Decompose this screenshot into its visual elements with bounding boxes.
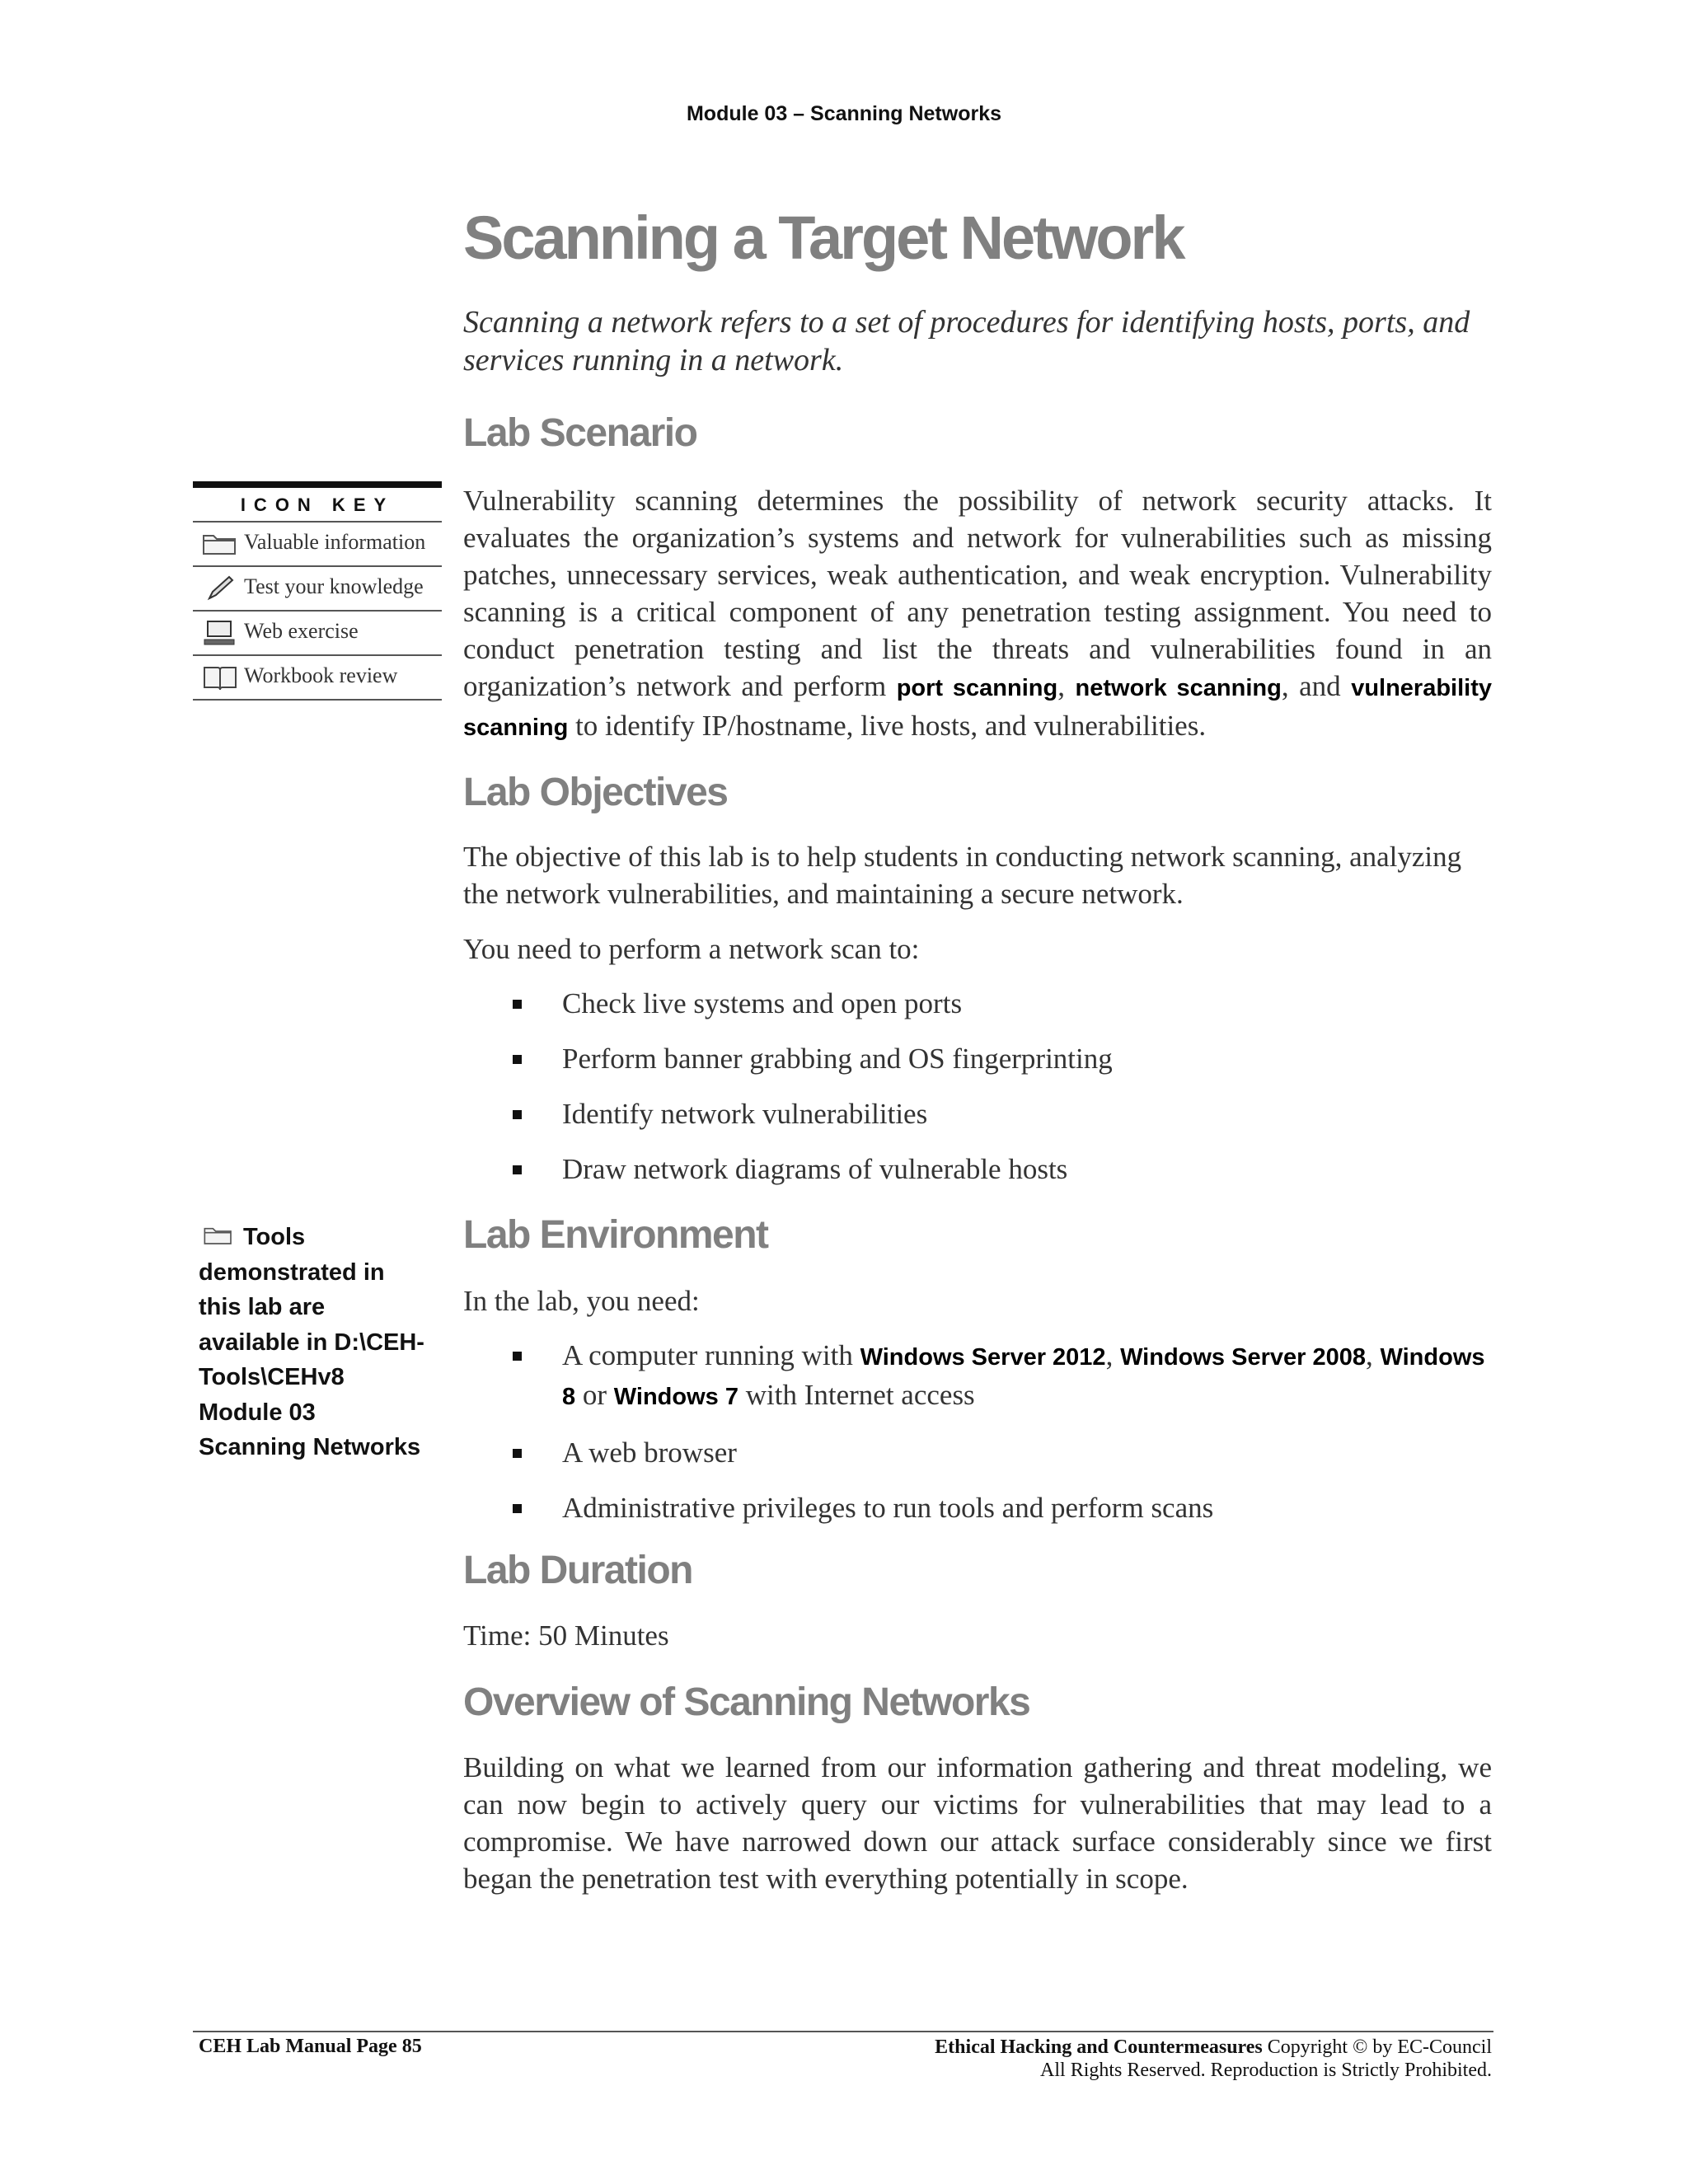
- os-name: Windows 8: [562, 1344, 1485, 1410]
- bullet-marker: [513, 1449, 522, 1458]
- lab-scenario-heading: Lab Scenario: [463, 411, 697, 455]
- lab-objectives-text: The objective of this lab is to help students in conducting network scanning, analyzing the network vulnerabilities, and maintaining a secure network.: [463, 841, 1462, 910]
- lab-duration-heading: Lab Duration: [463, 1549, 692, 1592]
- overview-heading: Overview of Scanning Networks: [463, 1680, 1030, 1724]
- lab-environment-heading: Lab Environment: [463, 1213, 768, 1257]
- icon-key-label: Web exercise: [244, 619, 359, 643]
- list-item: A web browser: [513, 1434, 1493, 1471]
- list-item: Perform banner grabbing and OS fingerprinting: [513, 1040, 1493, 1077]
- network-scanning-term: network scanning: [1075, 675, 1282, 701]
- lab-objectives-heading: Lab Objectives: [463, 771, 728, 814]
- list-item: Draw network diagrams of vulnerable hosts: [513, 1151, 1493, 1188]
- bullet-marker: [513, 1000, 522, 1009]
- book-icon: [201, 663, 239, 692]
- icon-key-item: [193, 612, 442, 656]
- tools-note: Tools demonstrated in this lab are available in D:\CEH-Tools\CEHv8 Module 03 Scanning Networks: [199, 1224, 424, 1460]
- bullet-marker: [513, 1165, 522, 1174]
- bullet-marker: [513, 1055, 522, 1064]
- os-name: Windows 7: [613, 1384, 738, 1410]
- list-item: A computer running with Windows Server 2012, Windows Server 2008, Windows 8 or Windows 7 with Internet access: [513, 1337, 1493, 1416]
- bullet-marker: [513, 1504, 522, 1513]
- port-scanning-term: port scanning: [896, 675, 1058, 701]
- icon-key-title: ICON KEY: [193, 488, 442, 523]
- os-name: Windows Server 2008: [1120, 1344, 1366, 1371]
- icon-key-item: [193, 523, 442, 567]
- footer-copyright: Ethical Hacking and Countermeasures Copyright © by EC-Council All Rights Reserved. Reproduction is Strictly Prohibited.: [935, 2036, 1492, 2081]
- icon-key-label: Workbook review: [244, 663, 398, 687]
- lab-objectives-intro: You need to perform a network scan to:: [463, 933, 920, 965]
- icon-key-label: Test your knowledge: [244, 574, 424, 598]
- icon-key-bar: [193, 481, 442, 488]
- module-header: Module 03 – Scanning Networks: [686, 102, 1002, 125]
- icon-key-item: [193, 567, 442, 612]
- icon-key: [193, 481, 442, 701]
- list-item: Identify network vulnerabilities: [513, 1095, 1493, 1132]
- list-item: Administrative privileges to run tools and perform scans: [513, 1489, 1493, 1526]
- icon-key-item: [193, 656, 442, 701]
- objectives-list: [513, 985, 1493, 1188]
- list-item: Check live systems and open ports: [513, 985, 1493, 1022]
- footer-page-label: CEH Lab Manual Page 85: [199, 2036, 422, 2057]
- footer-divider: [193, 2031, 1493, 2032]
- environment-list: [513, 1337, 1493, 1526]
- lab-scenario-text: Vulnerability scanning determines the possibility of network security attacks. It evaluates the organization’s systems and network for vulnerabilities such as missing patches, unnecessary services, weak authentication, and weak encryption. Vulnerability scanning is a critical component of any penetration testing assignment. You need to conduct penetration testing and list the threats and vulnerabilities found in an organization’s network and perform port scanning, network scanning, and vulnerability scanning to identify IP/hostname, live hosts, and vulnerabilities.: [463, 485, 1493, 742]
- icon-key-label: Valuable information: [244, 530, 426, 554]
- bullet-marker: [513, 1352, 522, 1361]
- page-title: Scanning a Target Network: [463, 204, 1184, 272]
- bullet-marker: [513, 1110, 522, 1119]
- lab-duration-text: Time: 50 Minutes: [463, 1619, 669, 1652]
- lab-environment-intro: In the lab, you need:: [463, 1285, 700, 1317]
- os-name: Windows Server 2012: [860, 1344, 1106, 1371]
- pencil-icon: [201, 574, 239, 603]
- overview-text: Building on what we learned from our information gathering and threat modeling, we can now begin to actively query our victims for vulnerabilities that may lead to a compromise. We have narrowed down our attack surface considerably since we first began the penetration test with everything potentially in scope.: [463, 1751, 1492, 1895]
- page-subtitle: Scanning a network refers to a set of procedures for identifying hosts, ports, and services running in a network.: [463, 305, 1470, 377]
- folder-icon: [201, 529, 239, 559]
- vulnerability-scanning-term: vulnerability scanning: [463, 675, 1493, 741]
- folder-icon: [199, 1223, 238, 1248]
- computer-icon: [201, 618, 239, 648]
